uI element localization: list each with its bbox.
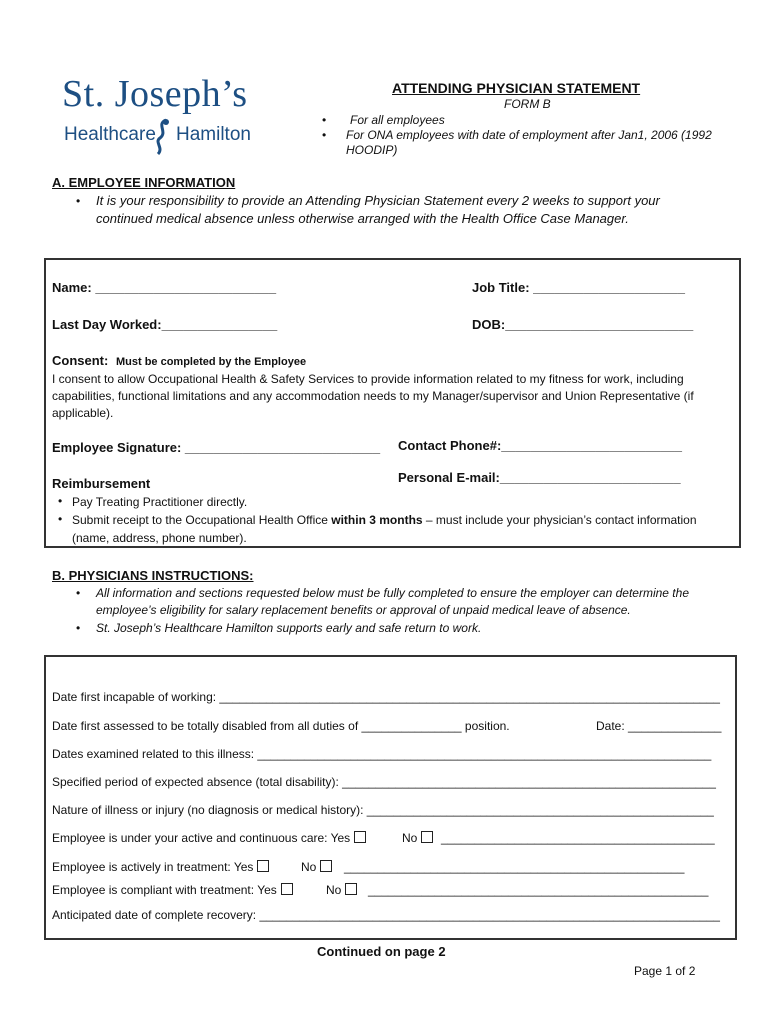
logo-mark-icon [150,118,174,156]
logo-title: St. Joseph’s [62,73,248,115]
continued-note: Continued on page 2 [317,944,446,959]
form-subtitle: FORM B [504,97,551,111]
active-care-no-label: No [402,831,418,845]
consent-text-2: capabilities, functional limitations and any accommodation needs to my Manager/supervisor and Union Representative (if [52,389,694,403]
form-title: ATTENDING PHYSICIAN STATEMENT [392,80,641,96]
bullet-icon: • [322,128,327,142]
bullet-icon: • [76,194,81,208]
reimbursement-option-2 [72,513,697,527]
compliant-no [326,883,357,897]
section-b-bullet-1: All information and sections requested below must be fully completed to ensure the employer can determine the [96,586,689,600]
name-field[interactable]: Name: _________________________ [52,280,277,295]
compliant-label: Employee is compliant with treatment: Yes [52,883,277,897]
active-care-label: Employee is under your active and continuous care: Yes [52,831,351,845]
personal-email-field[interactable]: Personal E-mail:_________________________ [398,470,681,485]
reimb-text-c: – must include your physician’s contact information [422,513,697,527]
bullet-icon: • [58,512,63,526]
page-number: Page 1 of 2 [634,964,696,978]
consent-text-1: I consent to allow Occupational Health & Safety Services to provide information related to my fitness for work, including [52,372,684,386]
section-b-bullet-1-cont: employee’s eligibility for salary replacement benefits or approval of unpaid medical leave of absence. [96,603,631,617]
bullet-icon: • [58,494,63,508]
section-a-heading: A. EMPLOYEE INFORMATION [52,175,236,190]
header-bullet-1: For all employees [350,113,445,127]
header-bullet-2-cont: HOODIP) [346,143,398,157]
reimbursement-option-2-cont: (name, address, phone number). [72,531,247,545]
in-treatment-no [301,860,332,874]
consent-label [52,353,306,368]
dates-examined-field[interactable]: Dates examined related to this illness: ____________________________________________________________________ [52,747,712,761]
reimbursement-heading: Reimbursement [52,476,151,491]
compliant-question [52,883,293,897]
last-day-worked-field[interactable]: Last Day Worked:________________ [52,317,278,332]
logo-healthcare: Healthcare [64,124,156,145]
compliant-no-label: No [326,883,342,897]
date-first-assessed-field[interactable]: Date first assessed to be totally disabled from all duties of _______________ position. [52,719,510,733]
section-b-heading: B. PHYSICIANS INSTRUCTIONS: [52,568,254,583]
consent-title: Consent: [52,353,109,368]
in-treatment-yes-checkbox[interactable] [257,860,269,872]
reimb-text-a: Submit receipt to the Occupational Health Office [72,513,332,527]
in-treatment-question [52,860,269,874]
active-care-no [402,831,433,845]
active-care-comment-field[interactable]: _________________________________________ [441,831,715,845]
date-first-incapable-field[interactable]: Date first incapable of working: ___________________________________________________________________________ [52,690,720,704]
active-care-no-checkbox[interactable] [421,831,433,843]
bullet-icon: • [322,113,327,127]
contact-phone-field[interactable]: Contact Phone#:_________________________ [398,438,683,453]
compliant-yes-checkbox[interactable] [281,883,293,895]
header-bullet-2: For ONA employees with date of employment after Jan1, 2006 (1992 [346,128,712,142]
expected-absence-field[interactable]: Specified period of expected absence (total disability): ________________________________________________________ [52,775,716,789]
in-treatment-no-checkbox[interactable] [320,860,332,872]
section-a-text: It is your responsibility to provide an Attending Physician Statement every 2 weeks to support your continued medical absence unless otherwise arranged with the Health Office Case Manager. [96,193,660,226]
assessed-date-field[interactable]: Date: ______________ [596,719,722,733]
reimbursement-option-1: Pay Treating Practitioner directly. [72,495,248,509]
nature-of-illness-field[interactable]: Nature of illness or injury (no diagnosis or medical history): ____________________________________________________ [52,803,714,817]
in-treatment-no-label: No [301,860,317,874]
dob-field[interactable]: DOB:__________________________ [472,317,694,332]
logo-hamilton: Hamilton [176,124,251,145]
active-care-question [52,831,366,845]
consent-note: Must be completed by the Employee [115,356,307,368]
active-care-yes-checkbox[interactable] [354,831,366,843]
section-b-bullet-2: St. Joseph’s Healthcare Hamilton supports early and safe return to work. [96,621,482,635]
compliant-no-checkbox[interactable] [345,883,357,895]
bullet-icon: • [76,586,81,600]
in-treatment-comment-field[interactable]: ___________________________________________________ [344,860,685,874]
reimb-text-b: within 3 months [331,513,423,527]
employee-signature-field[interactable]: Employee Signature: ___________________________ [52,440,381,455]
compliant-comment-field[interactable]: ___________________________________________________ [368,883,709,897]
recovery-date-field[interactable]: Anticipated date of complete recovery: _____________________________________________________________________ [52,908,720,922]
in-treatment-label: Employee is actively in treatment: Yes [52,860,254,874]
bullet-icon: • [76,621,81,635]
consent-text-3: applicable). [52,406,114,420]
job-title-field[interactable]: Job Title: _____________________ [472,280,685,295]
